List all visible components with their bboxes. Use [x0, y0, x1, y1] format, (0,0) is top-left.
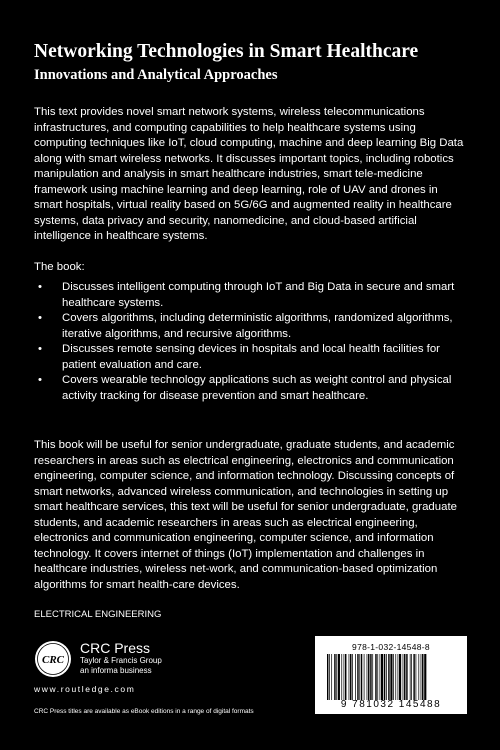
bullet-icon: •	[38, 343, 42, 355]
summary-paragraph: This book will be useful for senior undergraduate, graduate students, and academic researchers in areas such as electrical engineering, electronics and communication engineering, computer science, and information technology. Discussing concepts of smart networks, advanced wireless communication, and technologies in setting up smart healthcare services, this text will be useful for senior undergraduate, graduate students, and academic researchers in areas such as electrical engineering, electronics and communication engineering, computer science, and information technology. It covers internet of things (IoT) implementation and challenges in healthcare industries, wireless net-work, and communication-based optimization algorithms for smart health-care devices.	[34, 439, 457, 591]
barcode-bar	[359, 654, 360, 700]
bullet-icon: •	[38, 312, 42, 324]
list-item-text: Covers algorithms, including deterministic algorithms, randomized algorithms, iterative algorithms, and recursive algorithms.	[62, 312, 453, 340]
barcode-bar	[413, 654, 414, 700]
barcode-bar	[418, 654, 419, 700]
list-item-text: Discusses intelligent computing through IoT and Big Data in secure and smart healthcare systems.	[62, 281, 455, 309]
barcode-bar	[352, 654, 353, 700]
barcode-bar	[355, 654, 356, 700]
barcode-bar	[411, 654, 412, 700]
barcode-bar	[424, 654, 426, 700]
barcode-bar	[388, 654, 389, 700]
barcode-bar	[416, 654, 417, 700]
barcode-bar	[372, 654, 373, 700]
barcode-bar	[336, 654, 337, 700]
barcode-bar	[380, 654, 381, 700]
barcode-bar	[395, 654, 396, 700]
list-item	[34, 373, 466, 404]
ebook-note: CRC Press titles are available as eBook editions in a range of digital formats	[34, 708, 254, 715]
barcode-bar	[390, 654, 392, 700]
bullet-icon: •	[38, 374, 42, 386]
book-title: Networking Technologies in Smart Healthcare	[34, 41, 419, 62]
barcode-bar	[377, 654, 378, 700]
list-item	[34, 311, 466, 342]
list-item-text: Covers wearable technology applications such as weight control and physical activity tracking for disease prevention and smart healthcare.	[62, 374, 452, 402]
publisher-website: www.routledge.com	[34, 684, 136, 694]
barcode-bar	[350, 654, 351, 700]
barcode-bar	[375, 654, 376, 700]
barcode-bar	[364, 654, 365, 700]
barcode-bar	[404, 654, 405, 700]
barcode-bar	[406, 654, 407, 700]
barcode-bar	[410, 654, 411, 700]
barcode-bar	[386, 654, 387, 700]
publisher-business: an informa business	[80, 666, 152, 675]
isbn-number: 978-1-032-14548-8	[352, 642, 430, 652]
list-item	[34, 342, 466, 373]
list-item	[34, 280, 466, 311]
barcode-digits: 9 781032 145488	[340, 699, 442, 710]
book-features-label: The book:	[34, 261, 85, 273]
barcode-bar	[393, 654, 394, 700]
barcode-bar	[398, 654, 399, 700]
barcode-bars	[325, 654, 459, 700]
barcode-bar	[368, 654, 369, 700]
barcode-bar	[357, 654, 358, 700]
barcode-bar	[329, 654, 330, 700]
barcode-bar	[422, 654, 423, 700]
barcode-bar	[334, 654, 335, 700]
barcode-bar	[341, 654, 342, 700]
subject-category: ELECTRICAL ENGINEERING	[34, 609, 162, 620]
barcode-bar	[399, 654, 401, 700]
publisher-name: CRC Press	[80, 640, 151, 656]
barcode-bar	[370, 654, 371, 700]
intro-paragraph: This text provides novel smart network systems, wireless telecommunications infrastructures, and computing capabilities to help healthcare systems using computing techniques like IoT, cloud computing, machine and deep learning Big Data along with smart wireless networks. It discusses important topics, including robotics manipulation and analysis in smart healthcare industries, smart tele-medicine framework using machine learning and deep learning, role of UAV and drones in smart hospitals, virtual reality based on 5G/6G and augmented reality in healthcare systems, data privacy and security, nanomedicine, and cloud-based artificial intelligence in healthcare systems.	[34, 106, 464, 242]
isbn-barcode	[315, 636, 467, 714]
barcode-bar	[384, 654, 385, 700]
book-subtitle: Innovations and Analytical Approaches	[34, 67, 278, 83]
crc-press-logo-icon	[34, 640, 72, 678]
barcode-bar	[367, 654, 368, 700]
list-item-text: Discusses remote sensing devices in hospitals and local health facilities for patient evaluation and care.	[62, 343, 440, 371]
features-list	[34, 280, 466, 404]
barcode-bar	[344, 654, 345, 700]
barcode-bar	[421, 654, 422, 700]
barcode-bar	[361, 654, 362, 700]
barcode-bar	[345, 654, 346, 700]
barcode-bar	[381, 654, 383, 700]
barcode-bar	[331, 654, 332, 700]
barcode-bar	[338, 654, 340, 700]
barcode-bar	[327, 654, 328, 700]
publisher-group: Taylor & Francis Group	[80, 656, 162, 665]
barcode-bar	[349, 654, 350, 700]
logo-text: CRC	[41, 654, 65, 666]
publisher-block	[80, 640, 162, 676]
barcode-bar	[403, 654, 404, 700]
bullet-icon: •	[38, 281, 42, 293]
